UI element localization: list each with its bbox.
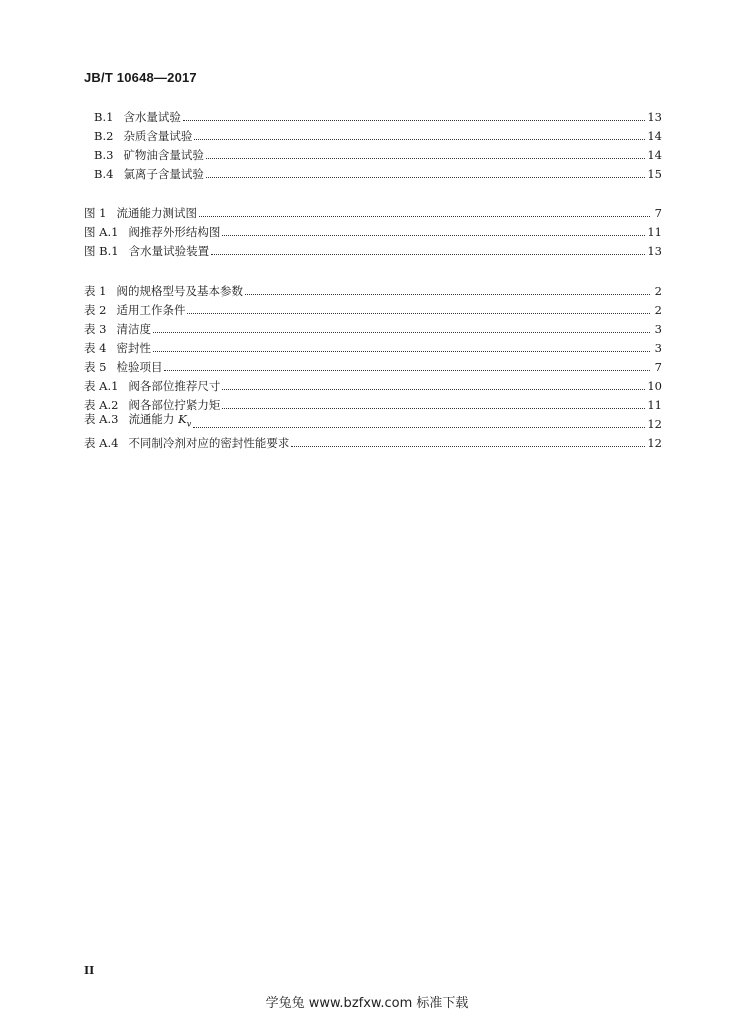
toc-leader-dots (183, 120, 645, 121)
toc-entry-page: 7 (654, 360, 662, 374)
toc-entry-number: B.3 (94, 148, 114, 162)
toc-entry-title: 流通能力测试图 (116, 206, 197, 220)
toc-entry-page: 13 (647, 244, 662, 258)
toc-leader-dots (153, 332, 650, 333)
toc-entry-number: 表 A.1 (84, 379, 119, 393)
toc-entry-number: 表 4 (84, 341, 107, 355)
toc-entry-page: 3 (654, 322, 662, 336)
toc-leader-dots (222, 408, 645, 409)
toc-entry[interactable] (84, 411, 662, 432)
flow-coefficient-symbol: $K_v$ (178, 411, 192, 428)
toc-entry-page: 7 (654, 206, 662, 220)
toc-entry[interactable] (84, 224, 662, 240)
toc-entry-number: B.1 (94, 110, 114, 124)
toc-entry-number: 表 2 (84, 303, 107, 317)
toc-entry-title: 矿物油含量试验 (123, 148, 204, 162)
toc-entry-title: 清洁度 (116, 322, 151, 336)
toc-leader-dots (153, 351, 650, 352)
toc-entry-number: 表 1 (84, 284, 107, 298)
toc-entry-number: 表 A.2 (84, 398, 119, 412)
toc-entry[interactable] (84, 283, 662, 299)
toc-entry-number: 表 5 (84, 360, 107, 374)
toc-entry[interactable] (84, 435, 662, 451)
toc-entry-title: 含水量试验装置 (128, 244, 210, 258)
toc-entry-title: 检验项目 (116, 360, 163, 374)
toc-entry-page: 14 (647, 148, 662, 162)
toc-entry-title: 阀各部位推荐尺寸 (128, 379, 221, 393)
page-number: II (84, 964, 95, 977)
toc-leader-dots (222, 235, 645, 236)
toc-entry-title: 密封性 (116, 341, 151, 355)
toc-entry[interactable] (84, 302, 662, 318)
toc-entry[interactable] (94, 128, 662, 144)
watermark-text: 学兔兔 www.bzfxw.com 标准下载 (265, 996, 469, 1011)
toc-entry-page: 13 (647, 110, 662, 124)
toc-leader-dots (194, 139, 645, 140)
toc-entry-page: 15 (647, 167, 662, 181)
toc-entry-number: B.4 (94, 167, 114, 181)
toc-entry-number: 图 A.1 (84, 225, 119, 239)
toc-entry-number: 图 1 (84, 206, 107, 220)
toc-entry-number: B.2 (94, 129, 114, 143)
toc-leader-dots (187, 313, 650, 314)
toc-leader-dots (164, 370, 650, 371)
toc-entry-title: 阀的规格型号及基本参数 (116, 284, 243, 298)
toc-entry[interactable] (94, 166, 662, 182)
toc-entry[interactable] (84, 205, 662, 221)
toc-leader-dots (245, 294, 650, 295)
toc-entry-number: 表 A.3 (84, 411, 119, 426)
toc-entry-page: 10 (647, 379, 662, 393)
toc-leader-dots (291, 446, 645, 447)
toc-entry-page: 2 (654, 284, 662, 298)
toc-entry-page: 14 (647, 129, 662, 143)
toc-entry[interactable] (84, 359, 662, 375)
toc-entry-title: 阀推荐外形结构图 (128, 225, 221, 239)
toc-entry-page: 3 (654, 341, 662, 355)
toc-entry-number: 图 B.1 (84, 244, 119, 258)
toc-leader-dots (222, 389, 645, 390)
toc-entry-title: 不同制冷剂对应的密封性能要求 (128, 436, 290, 450)
toc-entry-title: 阀各部位拧紧力矩 (128, 398, 221, 412)
toc-leader-dots (193, 427, 645, 428)
toc-entry-number: 表 3 (84, 322, 107, 336)
toc-entry[interactable] (94, 147, 662, 163)
toc-leader-dots (206, 177, 645, 178)
toc-entry-page: 11 (647, 225, 662, 239)
toc-entry-page: 12 (647, 436, 662, 450)
toc-entry-title: 适用工作条件 (116, 303, 186, 317)
toc-entry[interactable] (84, 243, 662, 259)
toc-entry[interactable] (84, 321, 662, 337)
toc-entry-title: 氯离子含量试验 (123, 167, 204, 181)
toc-entry-page: 11 (647, 398, 662, 412)
toc-entry-number: 表 A.4 (84, 436, 119, 450)
toc-entry-title: 含水量试验 (123, 110, 181, 124)
toc-leader-dots (211, 254, 645, 255)
toc-entry[interactable] (84, 378, 662, 394)
toc-entry-title: 杂质含量试验 (123, 129, 193, 143)
toc-entry-page: 12 (647, 417, 662, 431)
toc-entry[interactable] (94, 109, 662, 125)
toc-entry-title: 流通能力 (128, 411, 175, 426)
toc-leader-dots (206, 158, 645, 159)
document-code: JB/T 10648—2017 (84, 70, 197, 85)
toc-entry-page: 2 (654, 303, 662, 317)
toc-entry[interactable] (84, 340, 662, 356)
toc-leader-dots (199, 216, 650, 217)
